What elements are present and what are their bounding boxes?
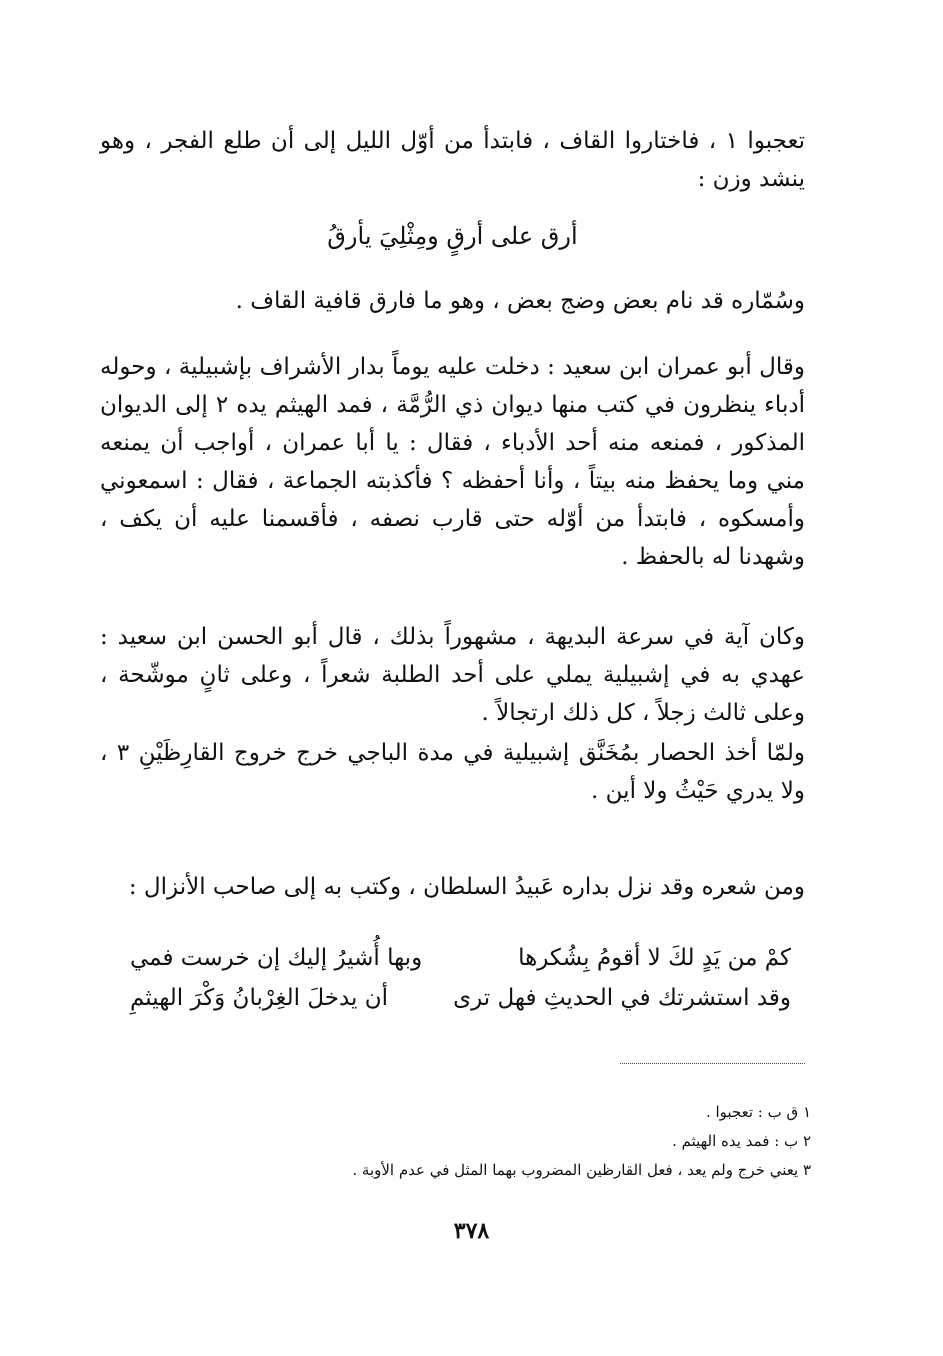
- footnotes: [120, 1098, 811, 1185]
- centered-verse: أرق على أرقٍ ومِثْلِيَ يأرقُ: [327, 222, 578, 250]
- footnote-divider: [620, 1063, 805, 1064]
- paragraph-hisar: ولمّا أخذ الحصار بمُخَنَّق إشبيلية في مدة الباجي خرج خروج القارِظَيْنِ ٣ ، ولا يدري حَيْثُ ولا أين .: [100, 740, 805, 804]
- page-number: ٣٧٨: [453, 1218, 490, 1244]
- poem-line: [130, 978, 791, 1018]
- poem: [130, 938, 791, 1018]
- paragraph-sumar: وسُمّاره قد نام بعض وضج بعض ، وهو ما فارق قافية القاف .: [235, 288, 805, 314]
- footnote-3: ٣ يعني خرج ولم يعد ، فعل القارظين المضروب بهما المثل في عدم الأوبة .: [352, 1161, 811, 1179]
- poem-second-hemistich: وبها أُشيرُ إليك إن خرست فمي: [130, 945, 423, 971]
- poem-first-hemistich: وقد استشرتك في الحديثِ فهل ترى: [453, 985, 791, 1011]
- poem-first-hemistich: كمْ من يَدٍ لكَ لا أقومُ بِشُكرها: [518, 945, 791, 971]
- footnote-2: ٢ ب : فمد يده الهيثم .: [672, 1132, 811, 1150]
- paragraph-badiha: وكان آية في سرعة البديهة ، مشهوراً بذلك ، قال أبو الحسن ابن سعيد : عهدي به في إشبيلية يملي على أحد الطلبة شعراً ، وعلى ثانٍ موشّحة ، وعلى ثالث زجلاً ، كل ذلك ارتجالاً .: [100, 624, 805, 726]
- paragraph-shiruh: ومن شعره وقد نزل بداره عَبيدُ السلطان ، وكتب به إلى صاحب الأنزال :: [128, 874, 805, 900]
- poem-second-hemistich: أن يدخلَ الغِرْبانُ وَكْرَ الهيثمِ: [130, 985, 389, 1011]
- paragraph-abu-imran: وقال أبو عمران ابن سعيد : دخلت عليه يوماً بدار الأشراف بإشبيلية ، وحوله أدباء ينظرون في كتب منها ديوان ذي الرُّمَّة ، فمد الهيثم يده ٢ إلى الديوان المذكور ، فمنعه منه أحد الأدباء ، فقال : يا أبا عمران ، أواجب أن يمنعه مني وما يحفظ منه بيتاً ، وأنا أحفظه ؟ فأكذبته الجماعة ، فقال : اسمعوني وأمسكوه ، فابتدأ من أوّله حتى قارب نصفه ، فأقسمنا عليه أن يكف ، وشهدنا له بالحفظ .: [100, 354, 805, 570]
- paragraph-opening: تعجبوا ١ ، فاختاروا القاف ، فابتدأ من أوّل الليل إلى أن طلع الفجر ، وهو ينشد وزن :: [100, 128, 805, 192]
- footnote-1: ١ ق ب : تعجبوا .: [705, 1103, 811, 1121]
- poem-line: [130, 938, 791, 978]
